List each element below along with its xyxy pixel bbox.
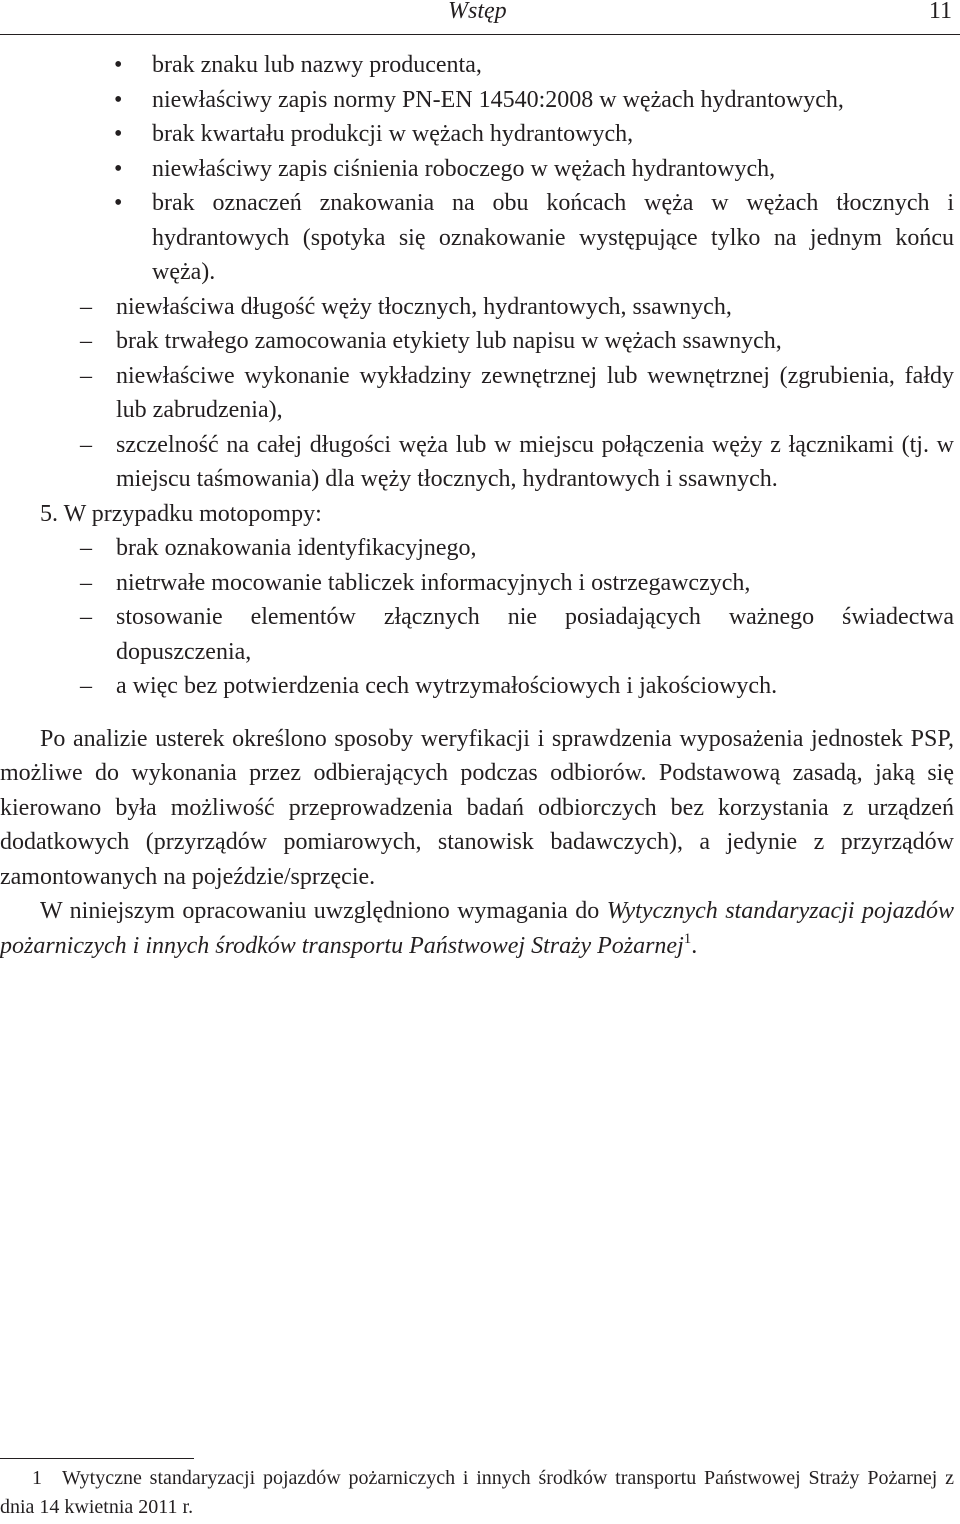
footnote-text: Wytyczne standaryzacji pojazdów pożarniczych i innych środków transportu Państwowej Straży Pożarnej z dnia 14 kwietnia 2011 r.	[0, 1467, 954, 1518]
bullet-icon: •	[114, 190, 123, 216]
page-number: 11	[928, 0, 952, 24]
list-item: • brak znaku lub nazwy producenta,	[0, 48, 954, 83]
dash-list-motopump	[0, 531, 954, 704]
paragraph-analysis: Po analizie usterek określono sposoby weryfikacji i sprawdzenia wyposażenia jednostek PSP, możliwe do wykonania przez odbierających podczas odbiorów. Podstawową zasadą, jaką się kierowano była możliwość przeprowadzenia badań odbiorczych bez korzystania z urządzeń dodatkowych (przyrządów pomiarowych, stanowisk badawczych), a jedynie z przyrządów zamontowanych na pojeździe/sprzęcie.	[0, 725, 954, 890]
list-item: – stosowanie elementów złącznych nie posiadających ważnego świadectwa dopuszczenia,	[0, 600, 954, 669]
dash-icon: –	[80, 431, 92, 458]
footnote-divider	[0, 1458, 194, 1459]
chapter-title: Wstęp	[448, 0, 507, 24]
dash-icon: –	[80, 362, 92, 389]
page-body	[0, 48, 954, 963]
footnote-number: 1	[32, 1467, 42, 1489]
list-item: – niewłaściwa długość węży tłocznych, hydrantowych, ssawnych,	[0, 290, 954, 325]
footnote-ref[interactable]: 1	[683, 930, 692, 947]
list-item: – brak oznakowania identyfikacyjnego,	[0, 531, 954, 566]
dash-icon: –	[80, 328, 92, 354]
list-item: – a więc bez potwierdzenia cech wytrzymałościowych i jakościowych.	[0, 669, 954, 704]
dash-icon: –	[80, 673, 92, 699]
list-item: – nietrwałe mocowanie tabliczek informacyjnych i ostrzegawczych,	[0, 566, 954, 601]
bullet-icon: •	[114, 86, 123, 113]
bullet-list	[0, 48, 954, 290]
list-item: • niewłaściwy zapis ciśnienia roboczego w wężach hydrantowych,	[0, 152, 954, 187]
bullet-icon: •	[114, 52, 123, 78]
dash-icon: –	[80, 293, 92, 320]
footnote	[0, 1464, 954, 1522]
list-item: – brak trwałego zamocowania etykiety lub napisu w wężach ssawnych,	[0, 324, 954, 359]
dash-icon: –	[80, 569, 92, 596]
dash-icon: –	[80, 535, 92, 561]
paragraph-guidelines: W niniejszym opracowaniu uwzględniono wymagania do Wytycznych standaryzacji pojazdów pożarniczych i innych środków transportu Państwowej Straży Pożarnej$^1$.	[0, 898, 954, 959]
list-item: • brak oznaczeń znakowania na obu końcach węża w wężach tłocznych i hydrantowych (spotyka się oznakowanie występujące tylko na jednym końcu węża).	[0, 186, 954, 290]
list-item: – niewłaściwe wykonanie wykładziny zewnętrznej lub wewnętrznej (zgrubienia, fałdy lub zabrudzenia),	[0, 359, 954, 428]
list-item: – szczelność na całej długości węża lub w miejscu połączenia węży z łącznikami (tj. w miejscu taśmowania) dla węży tłocznych, hydrantowych i ssawnych.	[0, 428, 954, 497]
list-item: • niewłaściwy zapis normy PN-EN 14540:2008 w wężach hydrantowych,	[0, 83, 954, 118]
running-header	[0, 0, 960, 35]
dash-list-hoses	[0, 290, 954, 497]
bullet-icon: •	[114, 121, 123, 147]
numbered-item-5: 5. W przypadku motopompy:	[40, 500, 322, 527]
guidelines-title: Wytycznych standaryzacji pojazdów pożarniczych i innych środków transportu Państwowej Straży Pożarnej	[0, 898, 954, 959]
list-item: • brak kwartału produkcji w wężach hydrantowych,	[0, 117, 954, 152]
bullet-icon: •	[114, 155, 123, 182]
dash-icon: –	[80, 604, 92, 630]
